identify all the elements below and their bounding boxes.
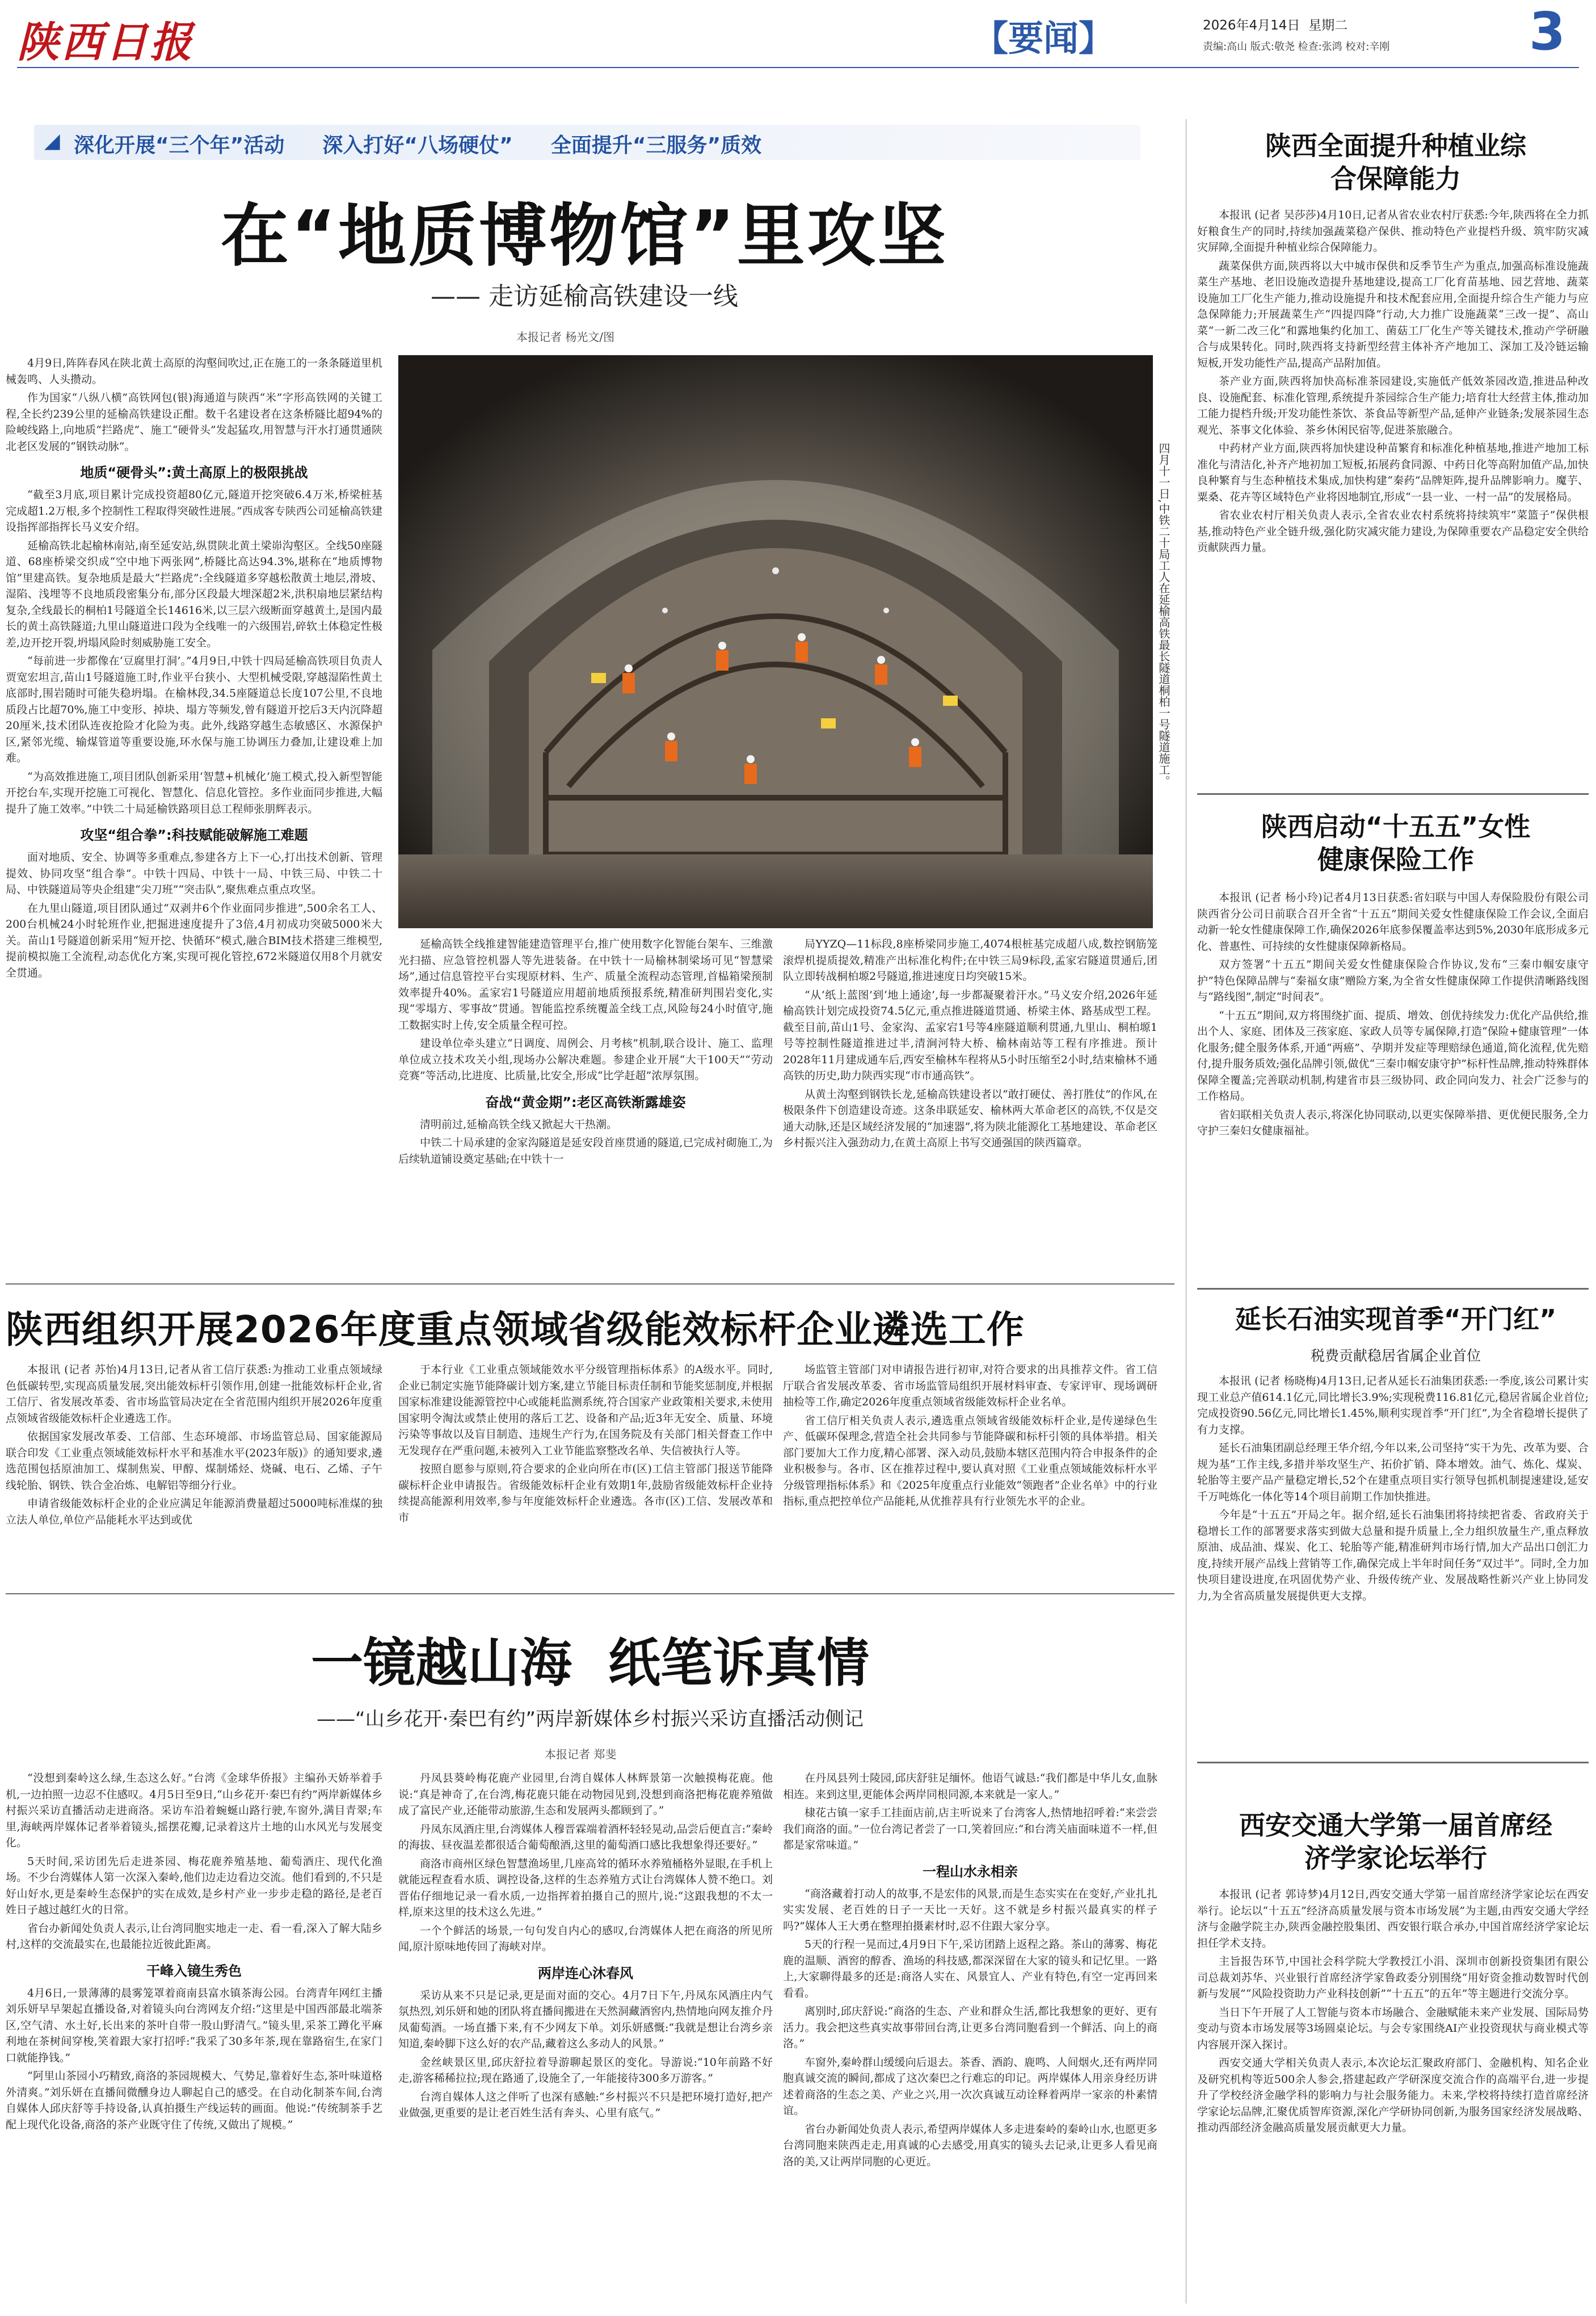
story1-c3-p3: 从黄土沟壑到钢铁长龙,延榆高铁建设者以“敢打硬仗、善打胜仗”的作风,在极限条件下创造建设奇迹。这条串联延安、榆林两大革命老区的高铁,不仅是交通大动脉,还是区域经济发展的“加速器”,将为陕北能源化工基地建设、革命老区乡村振兴注入强劲动力,在黄土高原上书写交通强国的陕西篇章。: [783, 1088, 1157, 1149]
story1-subhead-3: 奋战“黄金期”:老区高铁渐露雄姿: [485, 1094, 686, 1110]
slogan-3: 全面提升“三服务”质效: [550, 134, 762, 157]
masthead: [0, 0, 1596, 68]
page-number: 3: [1529, 1, 1566, 62]
side3-p1: 本报讯 (记者 杨晓梅)4月13日,记者从延长石油集团获悉:一季度,该公司累计实现工业总产值614.1亿元,同比增长3.9%;实现税费116.81亿元,稳居省属企业首位;完成投资90.56亿元,同比增长1.45%,顺利实现首季“开门红”,为全省稳增长提供了有力支撑。: [1197, 1375, 1589, 1436]
side1-title: 陕西全面提升种植业综合保障能力: [1265, 130, 1526, 194]
side4-title: 西安交通大学第一届首席经济学家论坛举行: [1239, 1810, 1552, 1873]
side3-p3: 今年是“十五五”开局之年。据介绍,延长石油集团将持续把省委、省政府关于稳增长工作的部署要求落实到做大总量和提升质量上,全力组织放量生产,重点释放原油、成品油、煤炭、化工、轮胎等产能,精准研判市场行情,加大产品出口创汇力度,持续开展产品线上营销等工作,确保完成上半年时间任务“双过半”。同时,全力加快项目建设进度,在巩固优势产业、升级传统产业、发展战略性新兴产业上协同发力,为全省高质量发展提供更大支撑。: [1197, 1509, 1589, 1602]
section-badge: 【要闻】: [973, 18, 1114, 59]
story2-title: 陕西组织开展2026年度重点领域省级能效标杆企业遴选工作: [6, 1308, 1025, 1351]
story1-subhead-2: 攻坚“组合拳”:科技赋能破解施工难题: [80, 827, 308, 843]
banner-chevron-icon: ◢: [44, 129, 60, 153]
story1-column-3: [783, 936, 1157, 1191]
story3-subhead-1: 干峰入镜生秀色: [146, 1963, 242, 1979]
story1-c1-p3: “截至3月底,项目累计完成投资超80亿元,隧道开挖突破6.4万米,桥梁桩基完成超1.2万根,多个控制性工程取得突破性进展。”西成客专陕西公司延榆高铁建设指挥部指挥长马义安介绍。: [6, 489, 382, 533]
story3-c2-p3: 商洛市商州区绿色智慧渔场里,几座高耸的循环水养殖桶格外显眼,在手机上就能远程查看水质、调控设备,这样的生态养殖方式让台湾媒体人赞不绝口。刘晋佑仔细地记录一看水质,一边指挥着拍摄自己的照片,说:“这跟我想的不太一样,原来这里的技术这么先进。”: [398, 1857, 773, 1918]
side1-body: [1197, 207, 1589, 780]
story1-byline: 本报记者 杨光文/图: [516, 330, 615, 344]
story1-column-1: [6, 355, 382, 1189]
story3-c1-p2: 5天时间,采访团先后走进茶园、梅花鹿养殖基地、葡萄酒庄、现代化渔场。不少台湾媒体人第一次深入秦岭,他们边走边看边交流。他们看到的,不只是好山好水,更是秦岭生态保护的实在成效,是乡村产业一步步走稳的路径,是老百姓日子越过越红火的日常。: [6, 1855, 382, 1916]
story3-c2-p2: 丹凤东凤酒庄里,台湾媒体人穆晋霖端着酒杯轻轻晃动,品尝后便直言:“秦岭的海拔、昼夜温差都很适合葡萄酿酒,这里的葡萄酒口感比我想象得还要好。”: [398, 1822, 773, 1851]
story1-subtitle: —— 走访延榆高铁建设一线: [431, 282, 738, 311]
story3-c3-p7: 省台办新闻处负责人表示,希望两岸媒体人多走进秦岭的秦岭山水,也愿更多台湾同胞来陕西走走,用真诚的心去感受,用真实的镜头去记录,让更多人看见商洛的美,又让两岸同胞的心更近。: [783, 2123, 1157, 2168]
story1-c1-p8: 在九里山隧道,项目团队通过“双剥井6个作业面同步推进”,500余名工人、200台机械24小时轮班作业,把掘进速度提升了3倍,4月初成功突破5000米大关。苗山1号隧道创新采用“短开挖、快循环”模式,融合BIM技术搭建三维模型,提前模拟施工全流程,动态优化方案,实现可视化管控,672米隧道仅用8个月就安全贯通。: [6, 902, 382, 979]
side3-body: [1197, 1373, 1589, 1725]
story3-c3-p2: 棣花古镇一家手工挂面店前,店主听说来了台湾客人,热情地招呼着:“来尝尝我们商洛的面。”一位台湾记者尝了一口,笑着回应:“和台湾关庙面味道不一样,但都是家常味道。”: [783, 1807, 1157, 1851]
story1-c1-p2: 作为国家“八纵八横”高铁网包(银)海通道与陕西“米”字形高铁网的关键工程,全长约239公里的延榆高铁建设正酣。数千名建设者在这条桥隧比超94%的险峻线路上,向地质“拦路虎”、施工“硬骨头”发起猛攻,用智慧与汗水打通贯通陕北老区发展的“钢铁动脉”。: [6, 391, 382, 453]
side2-p4: 省妇联相关负责人表示,将深化协同联动,以更实保障举措、更优便民服务,全力守护三秦妇女健康福祉。: [1197, 1108, 1589, 1137]
story1-c2-p4: 中铁二十局承建的金家沟隧道是延安段首座贯通的隧道,已完成衬砌施工,为后续轨道铺设奠定基础;在中铁十一: [398, 1136, 773, 1165]
slogan-banner: [34, 125, 1140, 160]
story1-c2-p2: 建设单位牵头建立“日调度、周例会、月考核”机制,联合设计、施工、监理单位成立技术攻关小组,现场办公解决难题。参建企业开展“大干100天”“劳动竞赛”等活动,比进度、比质量,比安全,形成“比学赶超”浓厚氛围。: [398, 1037, 773, 1082]
story1-c1-p6: “为高效推进施工,项目团队创新采用‘智慧+机械化’施工模式,投入新型智能开挖台车,实现开挖施工可视化、智慧化、信息化管控。多作业面同步推进,大幅提升了施工效率。”中铁二十局延榆铁路项目总工程师张朋辉表示。: [6, 770, 382, 815]
story3-c1-p3: 省台办新闻处负责人表示,让台湾同胞实地走一走、看一看,深入了解大陆乡村,这样的交流最实在,也最能拉近彼此距离。: [6, 1922, 382, 1951]
story3-c2-p7: 台湾自媒体人这之伴听了也深有感触:“乡村振兴不只是把环境打造好,把产业做强,更重要的是让老百姓生活有奔头、心里有底气。”: [398, 2090, 773, 2119]
side1-p5: 省农业农村厅相关负责人表示,全省农业农村系统将持续筑牢“菜篮子”保供根基,推动特色产业全链升级,强化防灾减灾能力建设,为保障重要农产品稳定安全供给贡献陕西力量。: [1197, 509, 1589, 554]
story1-c1-p5: “每前进一步都像在‘豆腐里打洞’。”4月9日,中铁十四局延榆高铁项目负责人贾宽宏坦言,苗山1号隧道施工时,作业平台狭小、大型机械受限,穿越湿陷性黄土底部时,围岩随时可能失稳坍塌。在榆林段,34.5座隧道总长度107公里,不良地质段占比超70%,施工中变形、掉块、塌方等频发,曾有隧道开挖后3天内沉降超20厘米,技术团队连夜抢险才化险为夷。此外,线路穿越生态敏感区、水源保护区,紧邻光缆、输煤管道等重要设施,环水保与施工协调压力叠加,让建设难上加难。: [6, 655, 382, 764]
side1-p2: 蔬菜保供方面,陕西将以大中城市保供和反季节生产为重点,加强高标准设施蔬菜生产基地、老旧设施改造提升基地建设,提高工厂化育苗基地、园艺营地、蔬菜设施加工厂化生产能力,推动设施提升和技术配套应用,全面提升综合生产能力与应急保障能力;开展蔬菜生产“四提四降”行动,大力推广设施蔬菜“三改一提”、高山菜“一新二改三化”和露地集约化加工、菌菇工厂化生产等关键技术,推动产学研融合与成果转化。同时,陕西将支持新型经营主体补齐产地加工、深加工及冷链运输短板,开发功能性产品,提高产品附加值。: [1197, 259, 1589, 369]
story3-c1-p5: “阿里山茶园小巧精致,商洛的茶园规模大、气势足,靠着好生态,茶叶味道格外清爽。”刘乐妍在直播间微醺身边人聊起自己的感受。在自动化制茶车间,台湾自媒体人邱庆舒等手持设备,认真拍摄生产线运转的画面。他说:“传统制茶手艺配上现代化设备,商洛的茶产业既守住了传统,又做出了规模。”: [6, 2070, 382, 2131]
story3-subhead-3: 一程山水永相亲: [923, 1863, 1018, 1880]
side3-subtitle: 税费贡献稳居省属企业首位: [1310, 1348, 1481, 1364]
side3-title: 延长石油实现首季“开门红”: [1235, 1304, 1557, 1334]
story2-c1-p3: 申请省级能效标杆企业的企业应满足年能源消费量超过5000吨标准煤的独立法人单位,单位产品能耗水平达到或优: [6, 1497, 382, 1526]
side2-p2: 双方签署“十五五”期间关爱女性健康保险合作协议,发布“三秦巾帼安康守护”特色保障品牌与“秦福女康”赠险方案,为全省女性健康保障工作提供清晰路线图与“路线图”,制定“时间表”。: [1197, 958, 1589, 1003]
story3-column-1: [6, 1770, 382, 2312]
section-name: 要闻: [1008, 18, 1079, 59]
side2-p3: “十五五”期间,双方将围绕扩面、提质、增效、创优持续发力:优化产品供给,推出个人、家庭、团体及三孩家庭、家政人员等专属保障,打造“保险+健康管理”一体化服务;健全服务体系,开通“两癌”、孕期并发症等理赔绿色通道,简化流程,优先赔付,提升服务质效;强化品牌引领,做优“三秦巾帼安康守护”标杆性品牌,推动特殊群体保障全覆盖;完善联动机制,构建省市县三级协同、政企同向发力、社会广泛参与的工作格局。: [1197, 1009, 1589, 1102]
story1-c3-p2: “从‘纸上蓝图’到‘地上通途’,每一步都凝聚着汗水。”马义安介绍,2026年延榆高铁计划完成投资74.5亿元,重点推进隧道贯通、桥梁主体、路基成型工程。截至目前,苗山1号、金家沟、孟家宕1号等4座隧道顺利贯通,九里山、桐柏塬1号等控制性隧道推进过半,清涧河特大桥、榆林南站等工程有序推进。预计2028年11月建成通车后,西安至榆林车程将从5小时压缩至2小时,结束榆林不通高铁的历史,助力陕西实现“市市通高铁”。: [783, 988, 1157, 1082]
story3-byline: 本报记者 郑斐: [545, 1747, 617, 1761]
story1-c2-p1: 延榆高铁全线推建智能建造管理平台,推广使用数字化智能台架车、三维激光扫描、应急管控机器人等先进装备。在中铁十一局榆林制梁场可见“智慧梁场”,通过信息管控平台实现原材料、生产、质量全流程动态管理,首榀箱梁预制效率提升40%。孟家宕1号隧道应用超前地质预报系统,精准研判围岩变化,实现“零塌方、零事故”贯通。智能监控系统覆盖全线工点,风险每24小时值守,施工数据实时上传,安全质量全程可控。: [398, 938, 773, 1031]
side4-p1: 本报讯 (记者 郭诗梦)4月12日,西安交通大学第一届首席经济学家论坛在西安举行。论坛以“十五五”经济高质量发展与资本市场发展”为主题,由西安交通大学经济与金融学院主办,陕西金融控股集团、西安银行联合承办,中国首席经济学家论坛担任学术支持。: [1197, 1888, 1589, 1949]
story1-c1-p7: 面对地质、安全、协调等多重难点,参建各方上下一心,打出技术创新、管理提效、协同攻坚“组合拳”。中铁十四局、中铁十一局、中铁三局、中铁二十局、中铁隧道局等央企组建“尖刀班”“突击队”,聚焦难点重点攻坚。: [6, 851, 382, 896]
story2-c2-p1: 于本行业《工业重点领域能效水平分级管理指标体系》的A级水平。同时,企业已制定实施节能降碳计划方案,建立节能目标责任制和节能奖惩制度,并根据国家标准建设能源管控中心或能耗监测系统,符合国家产业政策相关要求,未使用国家明令淘汰或禁止使用的落后工艺、设备和产品;近3年无安全、质量、环境污染等事故以及盲目制造、违规生产行为,在国务院及有关部门相关督查工作中无发现存在严重问题,未被列入工业节能监察整改名单、失信被执行人等。: [398, 1363, 773, 1457]
side2-p1: 本报讯 (记者 杨小玲)记者4月13日获悉:省妇联与中国人寿保险股份有限公司陕西省分公司日前联合召开全省“十五五”期间关爱女性健康保险工作会议,全面启动新一轮女性健康保障工作,确保2026年底参保覆盖率达到5%,2030年底形成多元化、普惠性、可持续的女性健康保障新格局。: [1197, 891, 1589, 953]
issue-date: [1203, 15, 1347, 33]
story3-c3-p1: 在丹凤县列士陵园,邱庆舒驻足缅怀。他语气诚恳:“我们都是中华儿女,血脉相连。来到这里,更能体会两岸同根同源,本来就是一家人。”: [783, 1772, 1157, 1801]
story3-column-3: [783, 1770, 1157, 2312]
side4-p4: 西安交通大学相关负责人表示,本次论坛汇聚政府部门、金融机构、知名企业及研究机构等近500余人参会,搭建起政产学研深度交流合作的高端平台,进一步提升了学校经济金融学科的影响力与社会服务能力。未来,学校将持续打造首席经济学家论坛品牌,汇聚优质智库资源,深化产学研协同创新,为服务国家经济发展战略、推动西部经济金融高质量发展贡献更大力量。: [1197, 2057, 1589, 2134]
masthead-divider: [17, 67, 1579, 68]
side2-body: [1197, 890, 1589, 1287]
story3-top-rule: [6, 1593, 1174, 1594]
side4-body: [1197, 1887, 1589, 2309]
story2-c3-p2: 省工信厅相关负责人表示,遴选重点领域省级能效标杆企业,是传递绿色生产、低碳环保理念,营造全社会共同参与节能降碳和标杆引领的具体举措。相关部门要加大工作力度,精心部署、深入动员,鼓励本辖区范围内符合申报条件的企业积极参与。各市、区在推荐过程中,要认真对照《工业重点领域能效标杆水平分级管理指标体系》和《2025年度重点行业能效“领跑者”企业名单》中的行业指标,重点把控单位产品能耗,从优推荐具有行业领先水平的企业。: [783, 1414, 1157, 1507]
story1-title: 在“地质博物馆”里攻坚: [221, 197, 948, 276]
story3-title: 一镜越山海 纸笔诉真情: [310, 1633, 870, 1694]
story3-column-2: [398, 1770, 773, 2312]
story2-c1-p1: 本报讯 (记者 苏怡)4月13日,记者从省工信厅获悉:为推动工业重点领域绿色低碳转型,实现高质量发展,突出能效标杆引领作用,创建一批能效标杆企业,省工信厅、省发展改革委、省市场监管局决定在全省范围内组织开展2026年度重点领域省级能效标杆企业遴选工作。: [6, 1363, 382, 1425]
side-divider-2: [1197, 1288, 1589, 1290]
tunnel-illustration: [398, 355, 1153, 928]
story1-column-2: [398, 936, 773, 1191]
story1-c2-p3: 清明前过,延榆高铁全线又掀起大干热潮。: [420, 1118, 618, 1131]
story3-c2-p5: 采访从来不只是记录,更是面对面的交心。4月7日下午,丹凤东风酒庄内气氛热烈,刘乐妍和她的团队将直播间搬进在天然洞藏酒窖内,热情地向网友推介丹凤葡萄酒。一场直播下来,有不少网友下单。刘乐妍感慨:“我就是想让台湾乡亲知道,秦岭脚下这么好的农产品,藏着这么多动人的风景。”: [398, 1989, 773, 2050]
story3-c2-p4: 一个个鲜活的场景,一句句发自内心的感叹,台湾媒体人把在商洛的所见所闻,原汁原味地传回了海峡对岸。: [398, 1924, 773, 1953]
side1-p1: 本报讯 (记者 吴莎莎)4月10日,记者从省农业农村厅获悉:今年,陕西将在全力抓好粮食生产的同时,持续加强蔬菜稳产保供、推动特色产业提档升级、筑牢防灾减灾屏障,全面提升种植业综合保障能力。: [1197, 209, 1589, 254]
slogan-1: 深化开展“三个年”活动: [74, 134, 285, 157]
story1-c1-p1: 4月9日,阵阵春风在陕北黄土高原的沟壑间吹过,正在施工的一条条隧道里机械轰鸣、人头攒动。: [6, 357, 382, 386]
story2-column-1: [6, 1362, 382, 1577]
tunnel-photo: [398, 355, 1153, 928]
story2-column-2: [398, 1362, 773, 1577]
story3-c1-p1: “没想到秦岭这么绿,生态这么好。”台湾《金球华侨报》主编孙天娇举着手机,一边拍照一边忍不住感叹。4月5日至9日,“山乡花开·秦巴有约”两岸新媒体乡村振兴采访直播活动走进商洛。采访车沿着蜿蜒山路行驶,车窗外,满目青翠;车里,海峡两岸媒体记者举着镜头,摇摆花瓣,记录着这片土地的山水风光与发展变化。: [6, 1772, 382, 1849]
story2-c2-p2: 按照自愿参与原则,符合要求的企业向所在市(区)工信主管部门报送节能降碳标杆企业申请报告。省级能效标杆企业有效期1年,鼓励省级能效标杆企业持续提高能源利用效率,参与年度能效标杆企业遴选。各市(区)工信、发展改革和市: [398, 1463, 773, 1524]
story3-c2-p1: 丹凤县葵岭梅花鹿产业园里,台湾自媒体人林辉景第一次触摸梅花鹿。他说:“真是神奇了,在台湾,梅花鹿只能在动物园见到,没想到商洛把梅花鹿养殖做成了富民产业,还能带动旅游,生态和发展两头都顾到了。”: [398, 1772, 773, 1817]
story3-c3-p5: 离别时,邱庆舒说:“商洛的生态、产业和群众生活,都比我想象的更好、更有活力。我会把这些真实故事带回台湾,让更多台湾同胞看到一个鲜活、向上的商洛。”: [783, 2005, 1157, 2050]
side-divider-1: [1197, 793, 1589, 795]
side4-p2: 主旨报告环节,中国社会科学院大学教授江小涓、深圳市创新投资集团有限公司总裁刘苏华、兴业银行首席经济学家鲁政委分别围绕“用好资金推动数智时代创新与发展”“风险投资助力产业科技创新”“十五五”的五年”等主题进行交流分享。: [1197, 1955, 1589, 2000]
story2-top-rule: [6, 1283, 1174, 1285]
story3-c2-p6: 金丝峡景区里,邱庆舒拉着导游聊起景区的变化。导游说:“10年前路不好走,游客稀稀拉拉;现在路通了,设施全了,一年能接待300多万游客。”: [398, 2056, 773, 2085]
story2-c3-p1: 场监管主管部门对申请报告进行初审,对符合要求的出具推荐文件。省工信厅联合省发展改革委、省市场监管局组织开展材料审查、专家评审、现场调研抽检等工作,确定2026年度重点领域省级能效标杆企业名单。: [783, 1363, 1157, 1408]
slogan-2: 深入打好“八场硬仗”: [322, 134, 513, 157]
weekday-text: 星期二: [1308, 18, 1348, 33]
story3-c3-p6: 车窗外,秦岭群山缓缓向后退去。茶香、酒韵、鹿鸣、人间烟火,还有两岸同胞真诚交流的瞬间,都成了这次秦巴之行难忘的印记。两岸媒体人用亲身经历讲述着商洛的生态之美、产业之兴,用一次次真诚互动诠释着两岸一家亲的朴素情谊。: [783, 2056, 1157, 2117]
story1-c3-p1: 局YYZQ—11标段,8座桥梁同步施工,4074根桩基完成超八成,数控钢筋笼滚焊机提质提效,精准产出标准化构件;在中铁三局9标段,孟家宕隧道贯通后,团队立即转战桐柏塬2号隧道,推进速度日均突破15米。: [783, 938, 1157, 983]
story3-c1-p4: 4月6日,一景薄薄的晨雾笼罩着商南县富水镇茶海公园。台湾青年网红主播刘乐妍早早架起直播设备,对着镜头向台湾网友介绍:“这里是中国西部最北端茶区,空气清、水土好,长出来的茶叶自带一股山野清气。”镜头里,采茶工蹲化平麻利地在茶树间穿梭,笑着跟大家打招呼:“我采了30多年茶,现在靠路宿生,在家门口就能挣钱。”: [6, 1986, 382, 2064]
story3-c3-p3: “商洛藏着打动人的故事,不是宏伟的风景,而是生态实实在在变好,产业扎扎实实发展、老百姓的日子一天比一天好。这不就是乡村振兴最真实的样子吗?”媒体人王大勇在整理拍摄素材时,忍不住跟大家分享。: [783, 1887, 1157, 1932]
story2-c1-p2: 依据国家发展改革委、工信部、生态环境部、市场监管总局、国家能源局联合印发《工业重点领域能效标杆水平和基准水平(2023年版)》的通知要求,遴选范围包括原油加工、煤制焦炭、甲醇、煤制烯烃、烧碱、电石、乙烯、子午线轮胎、钢铁、铁合金冶炼、电解铝等细分行业。: [6, 1430, 382, 1492]
story3-subtitle: ——“山乡花开·秦巴有约”两岸新媒体乡村振兴采访直播活动侧记: [316, 1708, 864, 1730]
side2-title: 陕西启动“十五五”女性健康保险工作: [1261, 811, 1531, 875]
editors-line: 责编:高山 版式:敬尧 检查:张鸿 校对:辛刚: [1203, 41, 1390, 53]
story1-c1-p4: 延榆高铁北起榆林南站,南至延安站,纵贯陕北黄土梁峁沟壑区。全线50座隧道、68座桥梁交织成“空中地下两张网”,桥隧比高达94.3%,堪称在“地质博物馆”里建高铁。复杂地质是最大“拦路虎”:全线隧道多穿越松散黄土地层,滑坡、湿陷、浅埋等不良地质段密集分布,部分区段最大埋深超2米,洪积扇地层紧结构复杂,全线最长的桐柏1号隧道全长14616米,以三层六级断面穿越黄土,是国内最长的黄土高铁隧道;九里山隧道进口段为全线唯一的六级围岩,碎软土体稳定性极差,边开挖开裂,坍塌风险时刻威胁施工安全。: [6, 539, 382, 649]
photo-caption: 四月十一日,中铁二十局工人在延榆高铁最长隧道桐柏一号隧道施工。: [1157, 443, 1170, 787]
story1-subhead-1: 地质“硬骨头”:黄土高原上的极限挑战: [80, 465, 308, 481]
side1-p3: 茶产业方面,陕西将加快高标准茶园建设,实施低产低效茶园改造,推进品种改良、设施配套、标准化管理,系统提升茶园综合生产能力;培育壮大经营主体,推动加工能力提档升级;开发功能性茶饮、茶食品等新型产品,延伸产业链条;发展茶园生态观光、茶事文化体验、茶乡休闲民宿等,促进茶旅融合。: [1197, 375, 1589, 436]
story3-c3-p4: 5天的行程一晃而过,4月9日下午,采访团踏上返程之路。茶山的薄雾、梅花鹿的温顺、酒窖的醇香、渔场的科技感,都深深留在大家的镜头和记忆里。一路上,大家聊得最多的还是:商洛人实在、风景宜人、产业有特色,有空一定再回来看看。: [783, 1938, 1157, 1999]
story2-column-3: [783, 1362, 1157, 1577]
story3-subhead-2: 两岸连心沐春风: [538, 1965, 633, 1981]
side1-p4: 中药材产业方面,陕西将加快建设种苗繁育和标准化种植基地,推进产地加工标准化与清洁化,补齐产地初加工短板,拓展药食同源、中药日化等高附加值产品,加快良种繁育与生态种植技术集成,加快构建“秦药”品牌矩阵,提升品牌影响力。魔芋、粟桑、花卉等区域特色产业将因地制宜,形成“一县一业、一村一品”的发展格局。: [1197, 442, 1589, 503]
date-text: 2026年4月14日: [1203, 18, 1300, 33]
side3-p2: 延长石油集团副总经理王华介绍,今年以来,公司坚持“实干为先、改革为要、合规为基”工作主线,多措并举攻坚生产、拓价扩销、降本增效。油气、炼化、煤炭、轮胎等主要产品产量稳定增长,52个在建重点项目实行领导包抓机制提速建设,延安千万吨炼化一体化等14个项目前期工作加快推进。: [1197, 1442, 1589, 1503]
side-divider-3: [1197, 1762, 1589, 1763]
side4-p3: 当日下午开展了人工智能与资本市场融合、金融赋能未来产业发展、国际局势变动与资本市场发展等3场圆桌论坛。与会专家围绕AI产业投资现状与商业模式等内容展开深入探讨。: [1197, 2006, 1589, 2051]
newspaper-logo: 陕西日报: [17, 18, 194, 67]
